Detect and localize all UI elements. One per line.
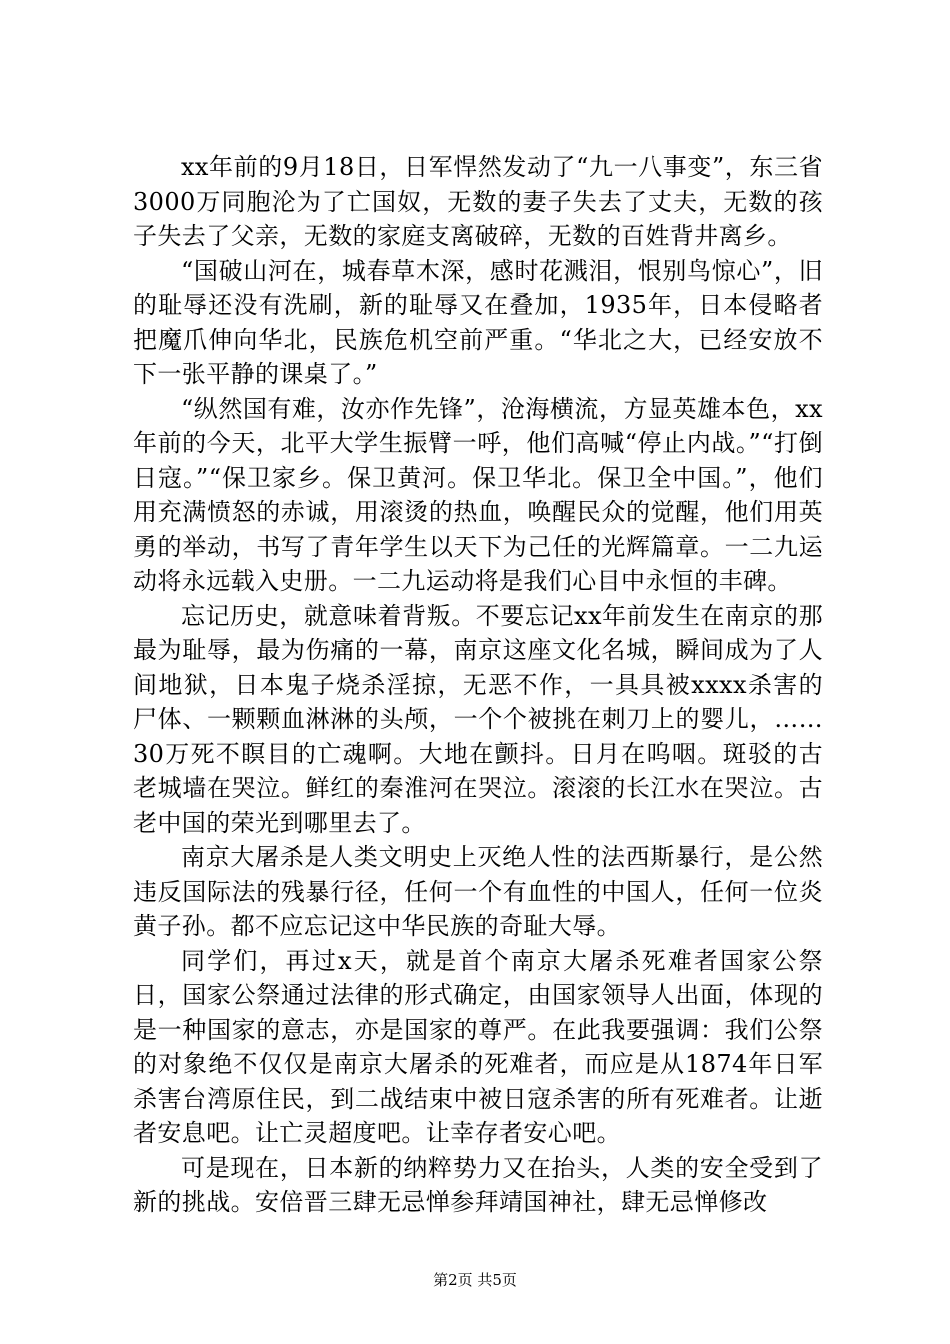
paragraph-1: xx年前的9月18日，日军悍然发动了“九一八事变”，东三省3000万同胞沦为了亡国奴，无数的妻子失去了丈夫，无数的孩子失去了父亲，无数的家庭支离破碎，无数的百姓背井离乡。 [133,153,823,250]
page-footer: 第2页 共5页 [433,1271,517,1289]
document-body [133,150,823,1220]
paragraph-4: 忘记历史，就意味着背叛。不要忘记xx年前发生在南京的那最为耻辱，最为伤痛的一幕，南京这座文化名城，瞬间成为了人间地狱，日本鬼子烧杀淫掠，无恶不作，一具具被xxxx杀害的尸体、一颗颗血淋淋的头颅，一个个被挑在刺刀上的婴儿，……30万死不瞑目的亡魂啊。大地在颤抖。日月在呜咽。斑驳的古老城墙在哭泣。鲜红的秦淮河在哭泣。滚滚的长江水在哭泣。古老中国的荣光到哪里去了。 [133,601,823,837]
paragraph-2: “国破山河在，城春草木深，感时花溅泪，恨别鸟惊心”，旧的耻辱还没有洗刷，新的耻辱又在叠加，1935年，日本侵略者把魔爪伸向华北，民族危机空前严重。“华北之大，已经安放不下一张平静的课桌了。” [133,256,823,388]
paragraph-5: 南京大屠杀是人类文明史上灭绝人性的法西斯暴行，是公然违反国际法的残暴行径，任何一个有血性的中国人，任何一位炎黄子孙。都不应忘记这中华民族的奇耻大辱。 [133,843,823,940]
paragraph-6: 同学们，再过x天，就是首个南京大屠杀死难者国家公祭日，国家公祭通过法律的形式确定，由国家领导人出面，体现的是一种国家的意志，亦是国家的尊严。在此我要强调：我们公祭的对象绝不仅仅是南京大屠杀的死难者，而应是从1874年日军杀害台湾原住民，到二战结束中被日寇杀害的所有死难者。让逝者安息吧。让亡灵超度吧。让幸存者安心吧。 [133,946,823,1147]
paragraph-7: 可是现在，日本新的纳粹势力又在抬头，人类的安全受到了新的挑战。安倍晋三肆无忌惮参拜靖国神社，肆无忌惮修改 [133,1153,823,1216]
paragraph-3: “纵然国有难，汝亦作先锋”，沧海横流，方显英雄本色，xx年前的今天，北平大学生振臂一呼，他们高喊“停止内战。”“打倒日寇。”“保卫家乡。保卫黄河。保卫华北。保卫全中国。”，他们用充满愤怒的赤诚，用滚烫的热血，唤醒民众的觉醒，他们用英勇的举动，书写了青年学生以天下为己任的光辉篇章。一二九运动将永远载入史册。一二九运动将是我们心目中永恒的丰碑。 [133,394,823,595]
